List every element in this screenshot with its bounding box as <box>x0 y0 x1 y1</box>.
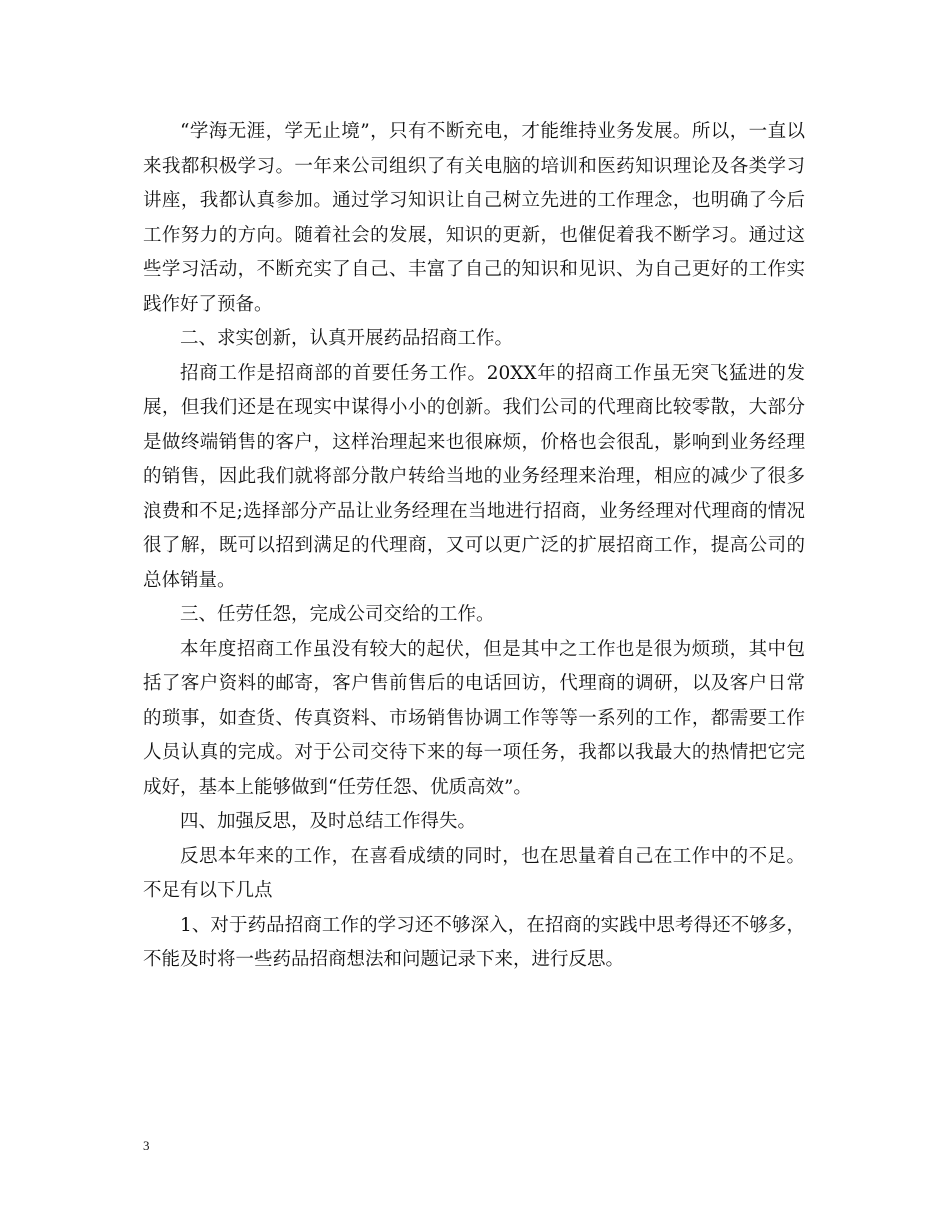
list-item-shortcoming-1: 1、对于药品招商工作的学习还不够深入，在招商的实践中思考得还不够多，不能及时将一些药品招商想法和问题记录下来，进行反思。 <box>143 914 805 970</box>
paragraph-investment-work: 招商工作是招商部的首要任务工作。20XX年的招商工作虽无突飞猛进的发展，但我们还是在现实中谋得小小的创新。我们公司的代理商比较零散，大部分是做终端销售的客户，这样治理起来也很麻烦，价格也会很乱，影响到业务经理的销售，因此我们就将部分散户转给当地的业务经理来治理，相应的减少了很多浪费和不足;选择部分产品让业务经理在当地进行招商，业务经理对代理商的情况很了解，既可以招到满足的代理商，又可以更广泛的扩展招商工作，提高公司的总体销量。 <box>143 362 805 591</box>
section-heading-reflection: 四、加强反思，及时总结工作得失。 <box>180 811 477 832</box>
page-number: 3 <box>143 1138 150 1153</box>
paragraph-reflection: 反思本年来的工作，在喜看成绩的同时，也在思量着自己在工作中的不足。不足有以下几点 <box>143 845 805 901</box>
document-body <box>143 115 805 978</box>
paragraph-study: “学海无涯，学无止境”，只有不断充电，才能维持业务发展。所以，一直以来我都积极学习。一年来公司组织了有关电脑的培训和医药知识理论及各类学习讲座，我都认真参加。通过学习知识让自己树立先进的工作理念，也明确了今后工作努力的方向。随着社会的发展，知识的更新，也催促着我不断学习。通过这些学习活动，不断充实了自己、丰富了自己的知识和见识、为自己更好的工作实践作好了预备。 <box>143 121 805 315</box>
paragraph-annual-work: 本年度招商工作虽没有较大的起伏，但是其中之工作也是很为烦琐，其中包括了客户资料的邮寄，客户售前售后的电话回访，代理商的调研，以及客户日常的琐事，如查货、传真资料、市场销售协调工作等等一系列的工作，都需要工作人员认真的完成。对于公司交待下来的每一项任务，我都以我最大的热情把它完成好，基本上能够做到“任劳任怨、优质高效”。 <box>143 638 805 798</box>
section-heading-diligence: 三、任劳任怨，完成公司交给的工作。 <box>180 604 495 625</box>
section-heading-innovation: 二、求实创新，认真开展药品招商工作。 <box>180 328 514 349</box>
